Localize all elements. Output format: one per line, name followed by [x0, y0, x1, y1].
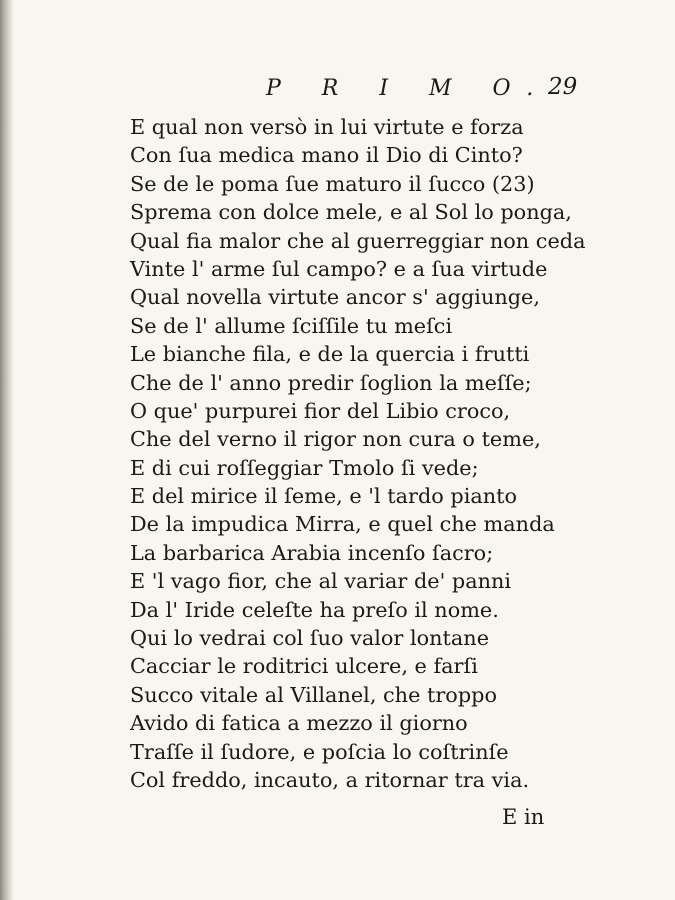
- running-head: [0, 74, 675, 106]
- verse-line: E del mirice il ſeme, e 'l tardo pianto: [130, 484, 518, 509]
- verse-line: E di cui roſſeggiar Tmolo ſi vede;: [130, 455, 479, 480]
- page-number: 29: [548, 74, 578, 100]
- verse-line: De la impudica Mirra, e quel che manda: [130, 512, 555, 537]
- verse-block: [130, 113, 600, 794]
- verse-line: Avido di fatica a mezzo il giorno: [130, 711, 468, 736]
- verse-line: Cacciar le roditrici ulcere, e farſi: [130, 654, 478, 679]
- verse-line: Se de le poma ſue maturo il ſucco (23): [130, 171, 535, 196]
- binding-shadow: [0, 0, 14, 900]
- verse-line: Sprema con dolce mele, e al Sol lo ponga,: [130, 200, 572, 225]
- verse-line: Col freddo, incauto, a ritornar tra via.: [130, 767, 530, 792]
- verse-line: Da l' Iride celeſte ha preſo il nome.: [130, 597, 499, 622]
- running-title: P R I M O.: [266, 76, 551, 101]
- verse-line: Vinte l' arme ſul campo? e a ſua virtude: [130, 256, 548, 281]
- verse-line: La barbarica Arabia incenſo ſacro;: [130, 540, 494, 565]
- verse-line: Succo vitale al Villanel, che troppo: [130, 682, 497, 707]
- verse-line: Qual novella virtute ancor s' aggiunge,: [130, 285, 540, 310]
- verse-line: Qui lo vedrai col ſuo valor lontane: [130, 626, 490, 651]
- verse-line: Che del verno il rigor non cura o teme,: [130, 427, 541, 452]
- verse-line: Le bianche fila, e de la quercia i frutti: [130, 342, 530, 367]
- verse-line: E 'l vago fior, che al variar de' panni: [130, 569, 512, 594]
- verse-line: Qual fia malor che al guerreggiar non ceda: [130, 228, 586, 253]
- verse-line: E qual non versò in lui virtute e forza: [130, 115, 524, 139]
- verse-line: O que' purpurei fior del Libio croco,: [130, 398, 511, 423]
- verse-line: Se de l' allume ſciſſile tu meſci: [130, 313, 453, 338]
- verse-line: Traſſe il ſudore, e poſcia lo coſtrinſe: [130, 739, 509, 764]
- verse-line: Che de l' anno predir ſoglion la meſſe;: [130, 370, 532, 395]
- verse-line: Con ſua medica mano il Dio di Cinto?: [130, 143, 523, 168]
- catchword: E in: [502, 805, 545, 829]
